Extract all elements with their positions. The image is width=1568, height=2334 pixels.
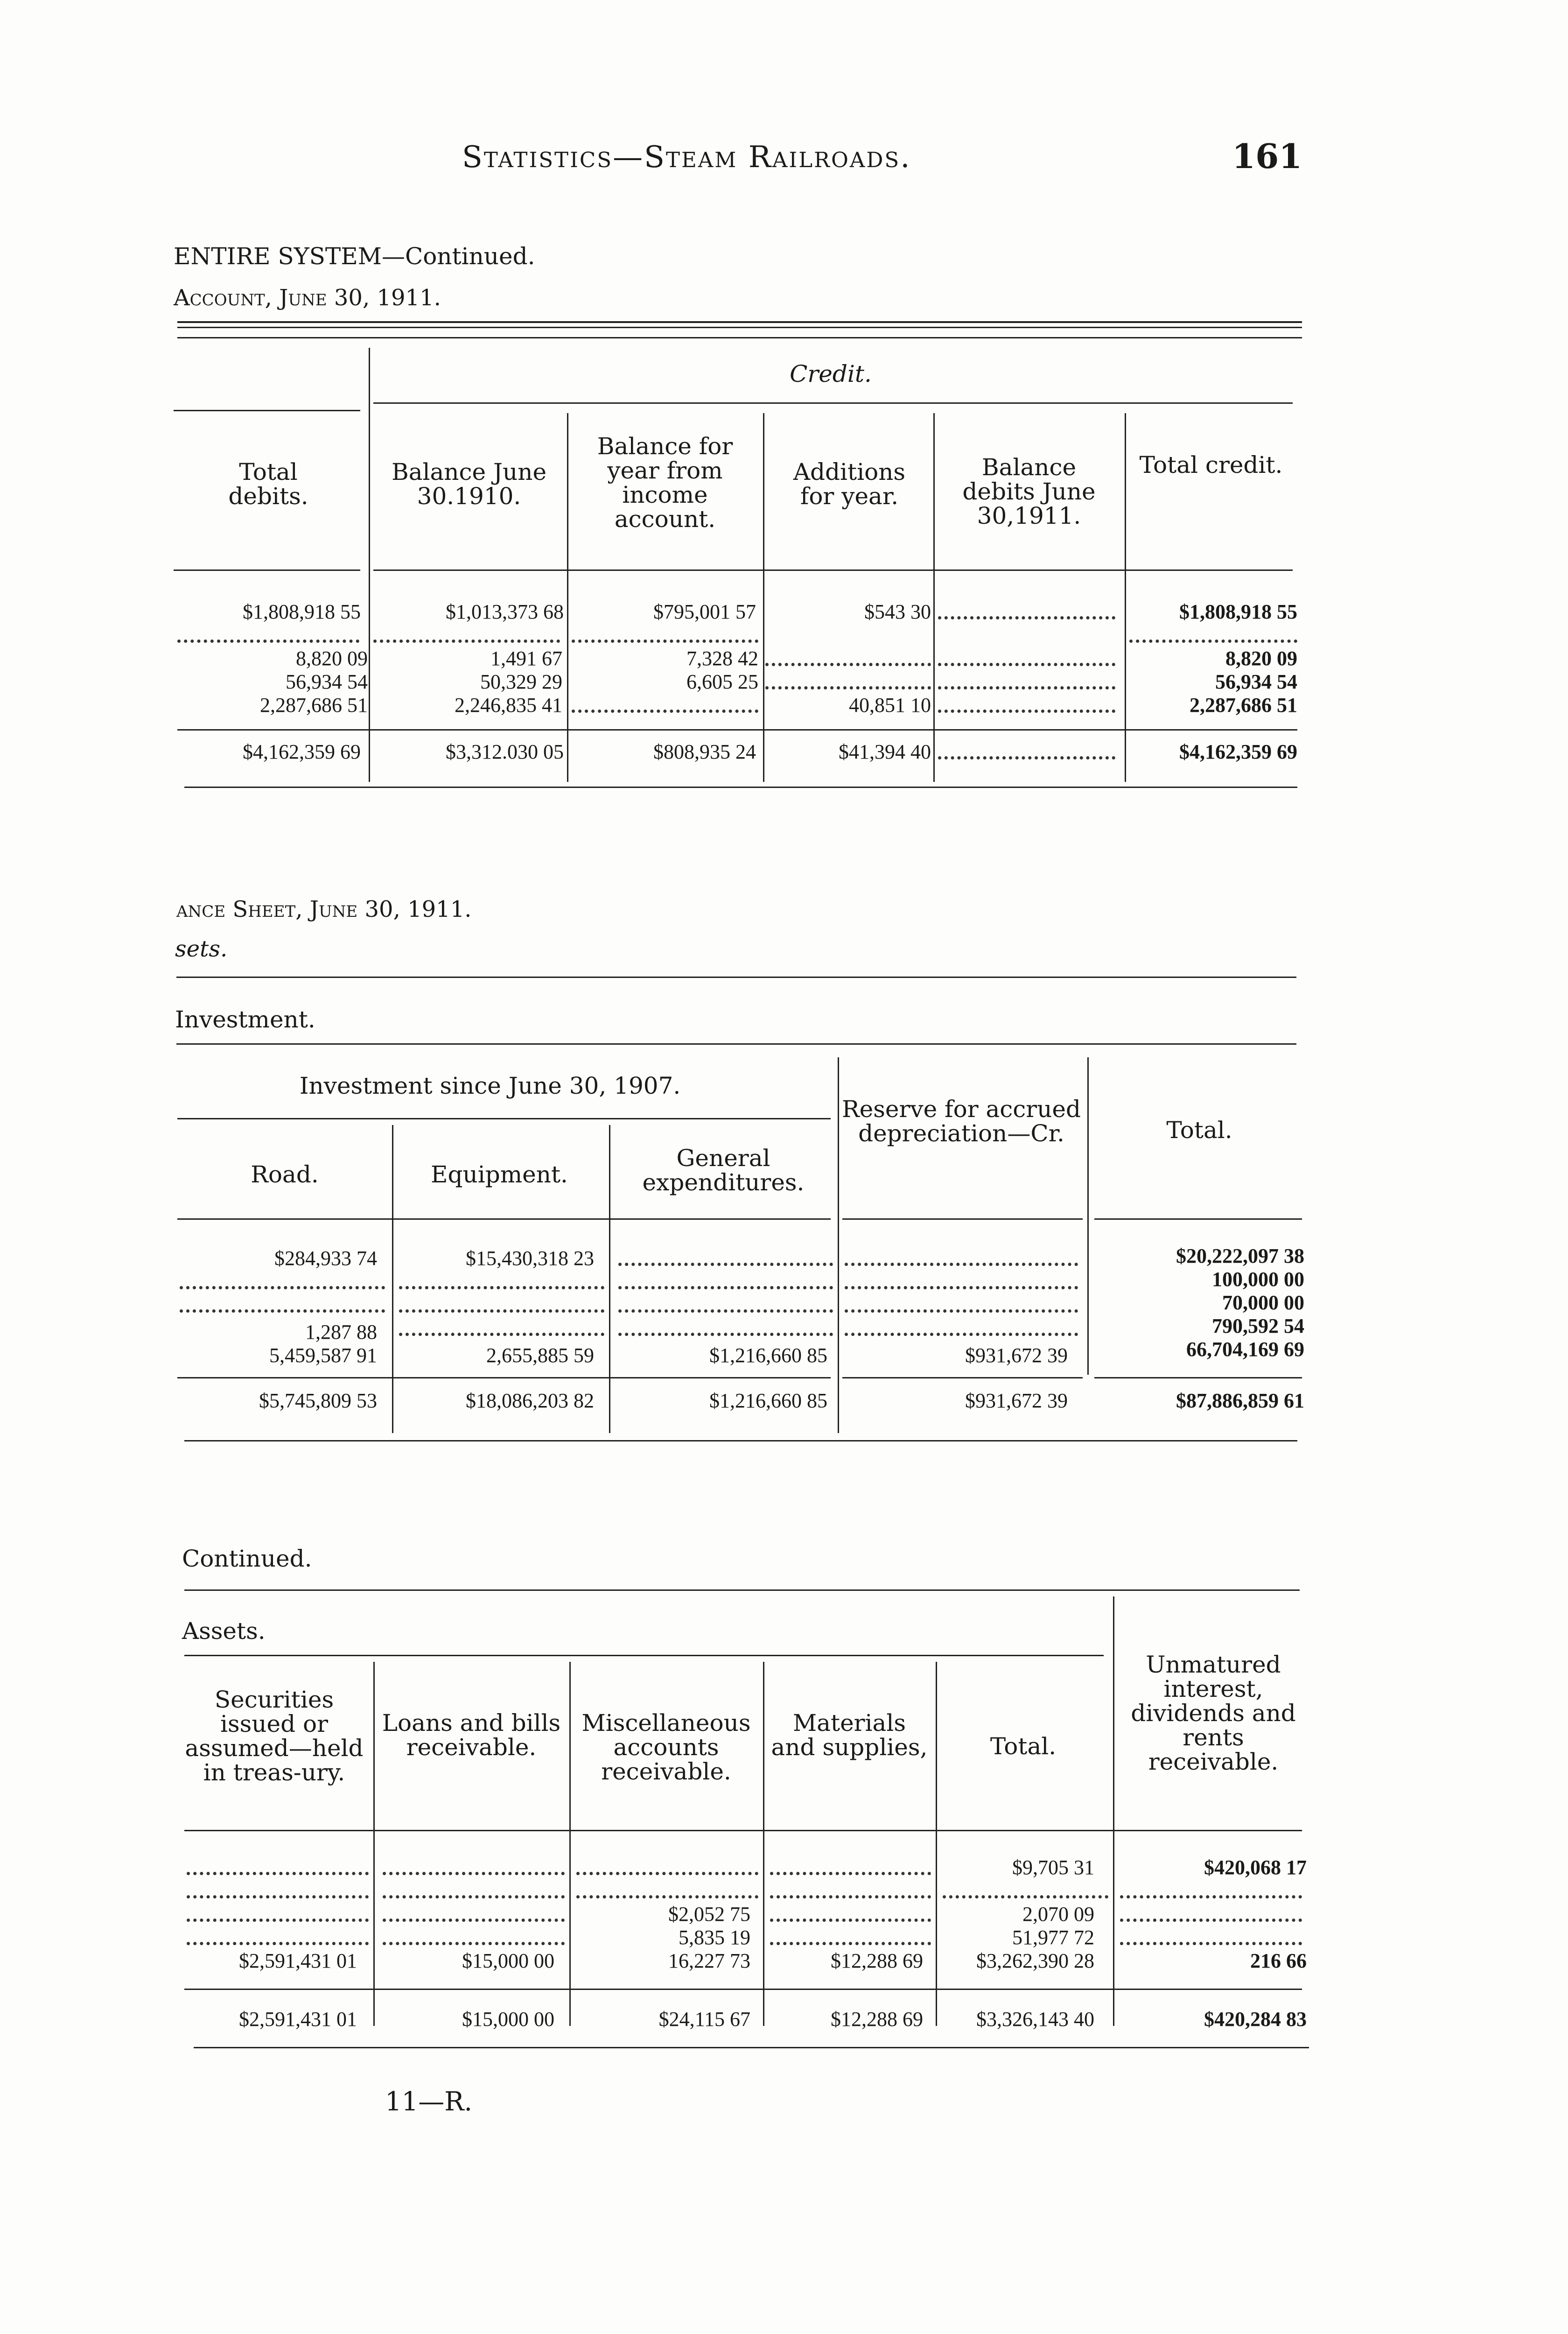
cell: $12,288 69: [831, 2008, 923, 2031]
cell: 51,977 72: [1012, 1926, 1094, 1949]
cell: 790,592 54: [1212, 1315, 1304, 1337]
col-reserve: Reserve for accrued depreciation—Cr.: [841, 1096, 1081, 1147]
page-number: 161: [1232, 136, 1302, 176]
col-balance-debits: Balance debits June 30,1911.: [962, 454, 1096, 529]
leader-dots: [770, 1919, 931, 1922]
leader-dots: [399, 1309, 604, 1313]
rule: [194, 2047, 1309, 2048]
investment-label: Investment.: [175, 1006, 315, 1033]
section1-subcaption: Account, June 30, 1911.: [174, 285, 441, 311]
cell: $3,312.030 05: [446, 740, 564, 763]
cell: 100,000 00: [1212, 1268, 1304, 1291]
col-divider: [1087, 1057, 1089, 1375]
leader-dots: [572, 640, 758, 643]
cell: 56,934 54: [1215, 670, 1297, 693]
leader-dots: [383, 1942, 565, 1945]
leader-dots: [383, 1919, 565, 1922]
rule: [1094, 1218, 1302, 1220]
col-divider: [838, 1057, 839, 1433]
leader-dots: [187, 1872, 369, 1875]
rule: [842, 1377, 1083, 1378]
col-general: General expenditures.: [642, 1145, 805, 1196]
cell: $5,745,809 53: [259, 1389, 377, 1412]
cell: 216 66: [1250, 1949, 1307, 1972]
rule: [177, 1218, 831, 1220]
cell: $1,216,660 85: [709, 1389, 827, 1412]
cell: $18,086,203 82: [466, 1389, 594, 1412]
col-divider: [763, 413, 764, 782]
investment-span-label: Investment since June 30, 1907.: [299, 1072, 681, 1099]
leader-dots: [576, 1872, 758, 1875]
leader-dots: [187, 1942, 369, 1945]
col-divider: [1113, 1596, 1114, 2026]
cell: $3,262,390 28: [976, 1949, 1094, 1972]
cell: 1,491 67: [490, 647, 562, 670]
rule: [184, 1830, 1302, 1831]
leader-dots: [576, 1895, 758, 1898]
col-divider: [933, 413, 935, 782]
leader-dots: [938, 616, 1115, 619]
cell: 50,329 29: [480, 670, 562, 693]
rule: [177, 1377, 831, 1378]
cell: 2,070 09: [1022, 1903, 1094, 1926]
cell: 5,835 19: [679, 1926, 750, 1949]
leader-dots: [938, 686, 1115, 689]
leader-dots: [1129, 640, 1297, 643]
cell: $1,808,918 55: [243, 600, 361, 623]
cell: 70,000 00: [1222, 1291, 1304, 1314]
rule: [177, 337, 1302, 338]
cell: $1,808,918 55: [1179, 600, 1297, 623]
section2-subcaption: sets.: [175, 936, 228, 962]
leader-dots: [572, 710, 758, 713]
leader-dots: [618, 1263, 833, 1266]
rule: [184, 1655, 1104, 1656]
cell: $15,430,318 23: [466, 1247, 594, 1270]
leader-dots: [845, 1309, 1078, 1313]
rule: [184, 1589, 1300, 1591]
col-divider: [936, 1662, 937, 2026]
cell: $20,222,097 38: [1176, 1244, 1304, 1267]
section3-caption: Continued.: [182, 1545, 312, 1572]
leader-dots: [845, 1333, 1078, 1336]
leader-dots: [618, 1333, 833, 1336]
cell: 40,851 10: [849, 694, 931, 717]
cell: 5,459,587 91: [269, 1344, 377, 1367]
col-divider: [392, 1125, 393, 1433]
rule: [177, 321, 1302, 323]
running-head: Statistics—Steam Railroads.: [462, 140, 911, 175]
rule: [373, 569, 1293, 571]
col-additions: Additions for year.: [793, 458, 906, 510]
col-equipment: Equipment.: [431, 1161, 568, 1188]
leader-dots: [770, 1872, 931, 1875]
cell: $931,672 39: [965, 1389, 1068, 1412]
rule: [177, 327, 1302, 328]
leader-dots: [180, 1309, 385, 1313]
leader-dots: [1120, 1895, 1302, 1898]
leader-dots: [845, 1286, 1078, 1289]
rule: [174, 410, 360, 411]
cell: $2,591,431 01: [239, 2008, 357, 2031]
section1-caption: ENTIRE SYSTEM—Continued.: [174, 243, 535, 270]
rule: [177, 729, 1297, 731]
col-misc: Miscellaneous accounts receivable.: [581, 1709, 751, 1785]
col-divider: [567, 413, 568, 782]
cell: $15,000 00: [462, 2008, 554, 2031]
cell: $420,068 17: [1204, 1856, 1307, 1879]
section2-caption: ance Sheet, June 30, 1911.: [176, 896, 472, 922]
col-divider: [569, 1662, 571, 2026]
leader-dots: [399, 1286, 604, 1289]
rule: [184, 1989, 1302, 1990]
col-divider: [373, 1662, 375, 2026]
leader-dots: [770, 1895, 931, 1898]
col-total-credit: Total credit.: [1139, 451, 1283, 478]
cell: 8,820 09: [296, 647, 368, 670]
rule: [373, 402, 1293, 404]
col-loans: Loans and bills receivable.: [382, 1709, 561, 1761]
cell: $808,935 24: [653, 740, 756, 763]
col-balance-year: Balance for year from income account.: [597, 433, 733, 533]
col-unmatured: Unmatured interest, dividends and rents receivable.: [1131, 1651, 1296, 1775]
col-divider: [369, 348, 370, 782]
rule: [1094, 1377, 1302, 1378]
leader-dots: [180, 1286, 385, 1289]
cell: $931,672 39: [965, 1344, 1068, 1367]
cell: 16,227 73: [668, 1949, 750, 1972]
col-total-debits: Total debits.: [228, 458, 308, 510]
leader-dots: [383, 1872, 565, 1875]
col-divider: [763, 1662, 764, 2026]
leader-dots: [177, 640, 359, 643]
cell: 8,820 09: [1225, 647, 1297, 670]
cell: 2,655,885 59: [486, 1344, 594, 1367]
leader-dots: [383, 1895, 565, 1898]
leader-dots: [618, 1309, 833, 1313]
cell: 2,246,835 41: [455, 694, 562, 717]
assets-label: Assets.: [182, 1617, 266, 1645]
cell: 6,605 25: [686, 670, 758, 693]
leader-dots: [187, 1919, 369, 1922]
col-securities: Securities issued or assumed—held in treas-ury.: [185, 1686, 364, 1786]
cell: $795,001 57: [653, 600, 756, 623]
col-road: Road.: [251, 1161, 319, 1188]
cell: $3,326,143 40: [976, 2008, 1094, 2031]
cell: 56,934 54: [286, 670, 368, 693]
leader-dots: [373, 640, 560, 643]
leader-dots: [938, 663, 1115, 666]
rule: [842, 1218, 1083, 1220]
leader-dots: [770, 1942, 931, 1945]
leader-dots: [618, 1286, 833, 1289]
cell: $420,284 83: [1204, 2008, 1307, 2031]
leader-dots: [399, 1333, 604, 1336]
cell: 7,328 42: [686, 647, 758, 670]
cell: 66,704,169 69: [1186, 1338, 1304, 1361]
leader-dots: [187, 1895, 369, 1898]
leader-dots: [845, 1263, 1078, 1266]
cell: $1,013,373 68: [446, 600, 564, 623]
col-total: Total.: [990, 1733, 1057, 1760]
leader-dots: [765, 686, 931, 689]
rule: [184, 1440, 1297, 1441]
cell: 1,287 88: [305, 1321, 377, 1343]
cell: $24,115 67: [658, 2008, 750, 2031]
col-total: Total.: [1166, 1117, 1232, 1144]
cell: $2,052 75: [668, 1903, 750, 1926]
leader-dots: [938, 710, 1115, 713]
cell: $2,591,431 01: [239, 1949, 357, 1972]
rule: [177, 1118, 831, 1119]
leader-dots: [765, 663, 931, 666]
leader-dots: [943, 1895, 1108, 1898]
col-materials: Materials and supplies,: [771, 1709, 928, 1761]
cell: $87,886,859 61: [1176, 1389, 1304, 1412]
col-divider: [1125, 413, 1126, 782]
cell: $12,288 69: [831, 1949, 923, 1972]
cell: 2,287,686 51: [1190, 694, 1297, 717]
cell: $284,933 74: [274, 1247, 377, 1270]
signature-mark: 11—R.: [385, 2087, 473, 2117]
rule: [176, 1043, 1296, 1045]
cell: $41,394 40: [839, 740, 931, 763]
cell: 2,287,686 51: [260, 694, 368, 717]
leader-dots: [1120, 1919, 1302, 1922]
cell: $9,705 31: [1012, 1856, 1094, 1879]
rule: [184, 787, 1297, 788]
cell: $543 30: [864, 600, 931, 623]
leader-dots: [1120, 1942, 1302, 1945]
cell: $4,162,359 69: [1179, 740, 1297, 763]
col-balance-1910: Balance June 30.1910.: [391, 458, 547, 510]
cell: $4,162,359 69: [243, 740, 361, 763]
col-divider: [609, 1125, 610, 1433]
rule: [174, 569, 360, 571]
rule: [176, 977, 1296, 978]
cell: $15,000 00: [462, 1949, 554, 1972]
leader-dots: [938, 756, 1115, 759]
credit-label: Credit.: [790, 360, 872, 387]
cell: $1,216,660 85: [709, 1344, 827, 1367]
